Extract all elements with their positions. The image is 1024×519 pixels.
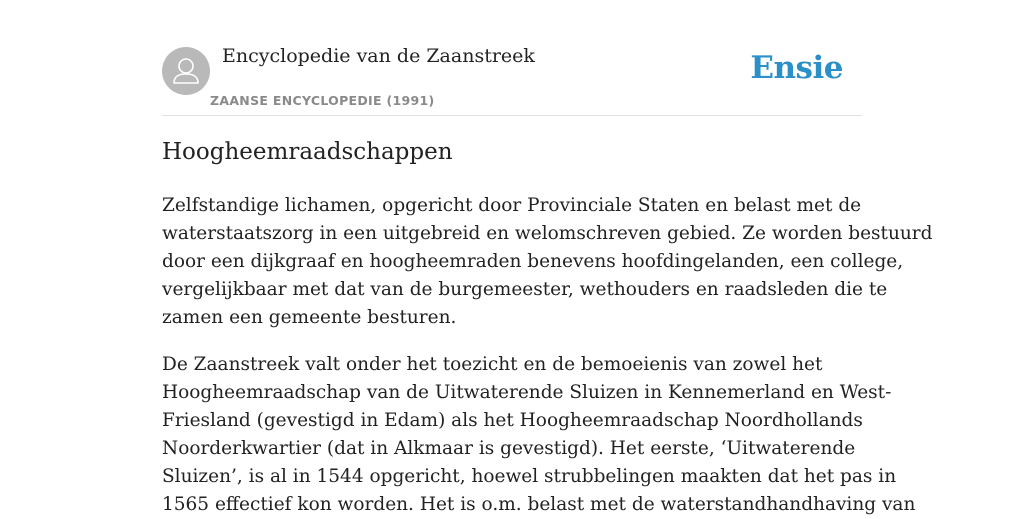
encyclopedia-name-link[interactable]: Encyclopedie van de Zaanstreek — [222, 45, 535, 67]
paragraph-line: zamen een gemeente besturen. — [162, 307, 457, 328]
encyclopedia-subtitle: ZAANSE ENCYCLOPEDIE (1991) — [210, 93, 435, 108]
encyclopedia-header — [162, 0, 862, 116]
paragraph-line: Friesland (gevestigd in Edam) als het Hoogheemraadschap Noordhollands — [162, 410, 863, 431]
paragraph-line: Sluizen’, is al in 1544 opgericht, hoewel strubbelingen maakten dat het pas in — [162, 466, 897, 487]
article-paragraph-1 — [162, 192, 933, 332]
user-avatar-icon[interactable] — [162, 47, 210, 95]
article-paragraph-2 — [162, 351, 915, 519]
page-container — [162, 0, 933, 515]
paragraph-line: waterstaatszorg in een uitgebreid en welomschreven gebied. Ze worden bestuurd — [162, 223, 933, 244]
paragraph-line: door een dijkgraaf en hoogheemraden benevens hoofdingelanden, een college, — [162, 251, 904, 272]
paragraph-line: Zelfstandige lichamen, opgericht door Provinciale Staten en belast met de — [162, 195, 862, 216]
ensie-logo[interactable]: Ensie — [750, 50, 843, 86]
paragraph-line: 1565 effectief kon worden. Het is o.m. belast met de waterstandhandhaving van — [162, 494, 916, 515]
article-title: Hoogheemraadschappen — [162, 139, 453, 165]
paragraph-line: vergelijkbaar met dat van de burgemeester, wethouders en raadsleden die te — [162, 279, 888, 300]
paragraph-line: De Zaanstreek valt onder het toezicht en de bemoeienis van zowel het — [162, 354, 823, 375]
paragraph-line: Hoogheemraadschap van de Uitwaterende Sluizen in Kennemerland en West- — [162, 382, 892, 403]
paragraph-line: Noorderkwartier (dat in Alkmaar is gevestigd). Het eerste, ‘Uitwaterende — [162, 438, 856, 459]
